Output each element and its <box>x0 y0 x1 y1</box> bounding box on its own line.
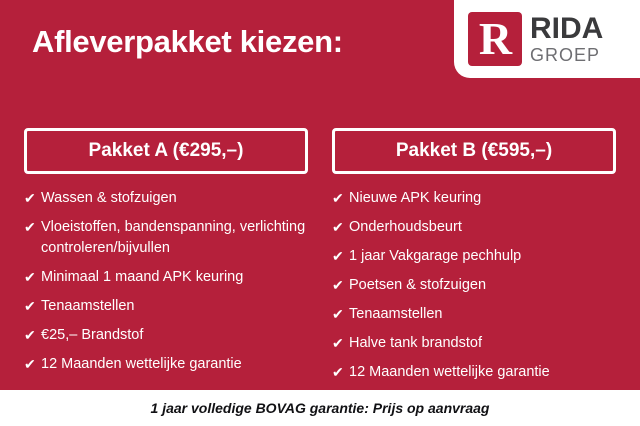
list-item <box>332 333 616 354</box>
list-item <box>24 267 308 288</box>
list-item <box>24 354 308 375</box>
package-a-title: Pakket A (€295,–) <box>24 128 308 174</box>
check-icon: ✔ <box>24 298 36 315</box>
list-item <box>24 188 308 209</box>
list-item <box>332 188 616 209</box>
brand-name: RIDA <box>530 12 604 45</box>
feature-label: Wassen & stofzuigen <box>41 190 177 206</box>
check-icon: ✔ <box>24 190 36 206</box>
list-item <box>332 217 616 238</box>
rida-groep-logo <box>454 0 640 78</box>
feature-label: 12 Maanden wettelijke garantie <box>349 364 550 381</box>
page-title: Afleverpakket kiezen: <box>32 24 343 59</box>
check-icon: ✔ <box>24 327 36 344</box>
package-b-title: Pakket B (€595,–) <box>332 128 616 174</box>
check-icon: ✔ <box>332 335 344 352</box>
feature-label: 1 jaar Vakgarage pechhulp <box>349 248 522 265</box>
list-item <box>332 362 616 383</box>
check-icon: ✔ <box>332 277 344 294</box>
package-card-a <box>24 128 308 391</box>
footer-banner <box>0 390 640 426</box>
check-icon: ✔ <box>332 248 344 265</box>
list-item <box>24 296 308 317</box>
list-item <box>332 246 616 267</box>
packages-container <box>24 128 616 391</box>
check-icon: ✔ <box>332 190 344 206</box>
check-icon: ✔ <box>24 219 36 236</box>
check-icon: ✔ <box>24 356 36 373</box>
feature-label: Minimaal 1 maand APK keuring <box>41 269 244 286</box>
logo-letter: R <box>478 13 512 64</box>
list-item <box>332 304 616 325</box>
feature-label: €25,– Brandstof <box>41 327 144 344</box>
feature-label: Nieuwe APK keuring <box>349 190 482 206</box>
package-card-b <box>332 128 616 391</box>
logo-wordmark <box>530 14 603 64</box>
list-item <box>24 217 308 259</box>
check-icon: ✔ <box>332 219 344 236</box>
feature-label: 12 Maanden wettelijke garantie <box>41 356 242 373</box>
feature-label: Onderhoudsbeurt <box>349 219 462 236</box>
feature-label: Tenaamstellen <box>41 298 135 315</box>
feature-label: Vloeistoffen, bandenspanning, verlichting controleren/bijvullen <box>41 219 306 257</box>
package-a-feature-list <box>24 188 308 375</box>
rida-logo-mark-icon <box>468 12 522 66</box>
check-icon: ✔ <box>332 364 344 381</box>
footer-text: 1 jaar volledige BOVAG garantie: Prijs op aanvraag <box>150 400 490 416</box>
brand-subtitle: GROEP <box>530 45 601 65</box>
check-icon: ✔ <box>24 269 36 286</box>
feature-label: Poetsen & stofzuigen <box>349 277 487 294</box>
list-item <box>24 325 308 346</box>
feature-label: Halve tank brandstof <box>349 335 482 352</box>
package-b-feature-list <box>332 188 616 383</box>
list-item <box>332 275 616 296</box>
check-icon: ✔ <box>332 306 344 323</box>
feature-label: Tenaamstellen <box>349 306 443 323</box>
